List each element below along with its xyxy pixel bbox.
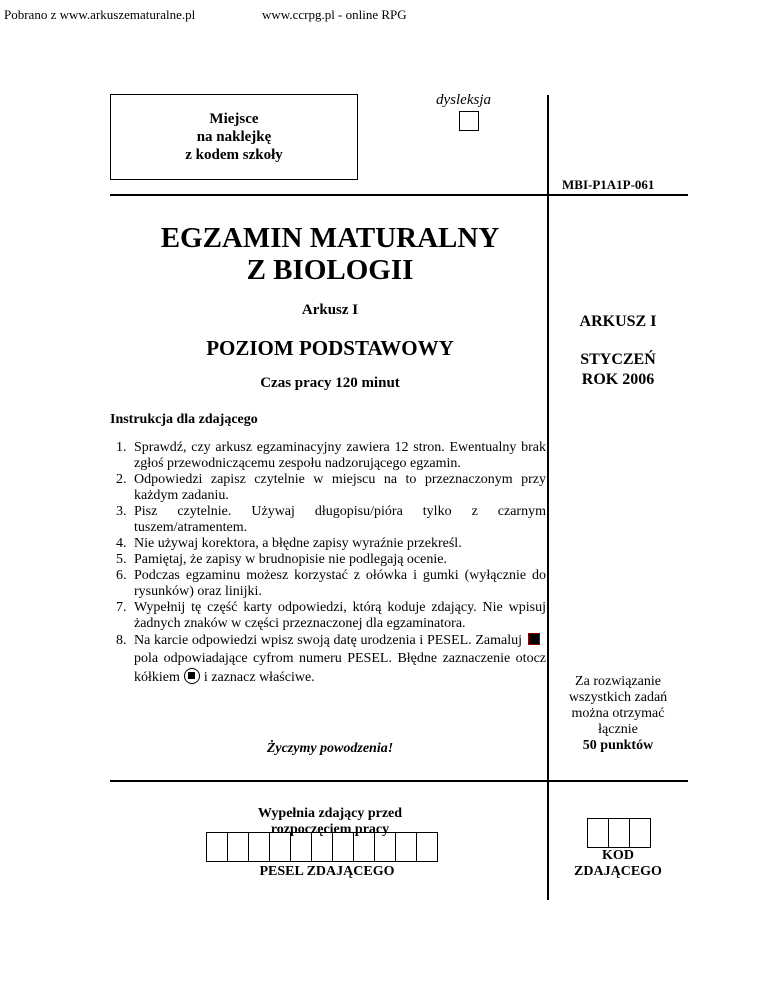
pesel-label: PESEL ZDAJĄCEGO bbox=[259, 864, 395, 879]
student-code-label: KOD ZDAJĄCEGO bbox=[574, 848, 662, 879]
source-watermark-right: www.ccrpg.pl - online RPG bbox=[262, 7, 407, 22]
instruction-item: 1. Sprawdź, czy arkusz egzaminacyjny zawiera 12 stron. Ewentualny brak zgłoś przewodniczącemu zespołu nadzorującego egzamin. bbox=[116, 440, 546, 471]
instructions-list bbox=[110, 440, 546, 687]
time-label: Czas pracy 120 minut bbox=[260, 375, 400, 391]
school-sticker-box bbox=[110, 94, 358, 180]
instruction-item: 8. Na karcie odpowiedzi wpisz swoją datę urodzenia i PESEL. Zamalujpola odpowiadające cyfrom numeru PESEL. Błędne zaznaczenie otocz kółkiem i zaznacz właściwe. bbox=[116, 633, 546, 685]
instruction-item: 4. Nie używaj korektora, a błędne zapisy wyraźnie przekreśl. bbox=[116, 536, 462, 551]
points-total: 50 punktów bbox=[582, 738, 654, 753]
pesel-digit-box[interactable] bbox=[311, 832, 333, 862]
bottom-rule bbox=[110, 780, 688, 782]
good-luck-text: Życzymy powodzenia! bbox=[266, 741, 394, 756]
pesel-input-boxes[interactable] bbox=[207, 832, 438, 862]
level-label: POZIOM PODSTAWOWY bbox=[206, 336, 454, 360]
exam-code: MBI-P1A1P-061 bbox=[562, 177, 655, 192]
instruction-item: 6. Podczas egzaminu możesz korzystać z ołówka i gumki (wyłącznie do rysunków) oraz linijki. bbox=[116, 568, 546, 599]
exam-title-line2: Z BIOLOGII bbox=[246, 254, 414, 286]
instructions-title: Instrukcja dla zdającego bbox=[110, 412, 258, 427]
top-rule bbox=[110, 194, 688, 196]
pesel-digit-box[interactable] bbox=[353, 832, 375, 862]
pesel-digit-box[interactable] bbox=[269, 832, 291, 862]
exam-title-line1: EGZAMIN MATURALNY bbox=[160, 222, 500, 254]
fill-instruction: Wypełnia zdający przed rozpoczęciem pracy bbox=[257, 806, 403, 837]
pesel-digit-box[interactable] bbox=[416, 832, 438, 862]
pesel-digit-box[interactable] bbox=[395, 832, 417, 862]
dyslexia-checkbox[interactable] bbox=[459, 111, 479, 131]
pesel-digit-box[interactable] bbox=[290, 832, 312, 862]
circled-square-icon bbox=[184, 668, 200, 684]
instruction-item: 5. Pamiętaj, że zapisy w brudnopisie nie podlegają ocenie. bbox=[116, 552, 447, 567]
code-digit-box[interactable] bbox=[629, 818, 651, 848]
pesel-digit-box[interactable] bbox=[248, 832, 270, 862]
pesel-digit-box[interactable] bbox=[374, 832, 396, 862]
exam-date: STYCZEŃ ROK 2006 bbox=[580, 351, 656, 388]
filled-square-icon bbox=[528, 633, 540, 645]
pesel-digit-box[interactable] bbox=[332, 832, 354, 862]
student-code-boxes[interactable] bbox=[588, 818, 651, 848]
instruction-item: 2. Odpowiedzi zapisz czytelnie w miejscu na to przeznaczonym przy każdym zadaniu. bbox=[116, 472, 546, 503]
sticker-label: Miejsce na naklejkę z kodem szkoły bbox=[185, 111, 283, 163]
code-digit-box[interactable] bbox=[608, 818, 630, 848]
dyslexia-label: dysleksja bbox=[436, 92, 491, 108]
sheet-label: Arkusz I bbox=[301, 302, 359, 318]
pesel-digit-box[interactable] bbox=[206, 832, 228, 862]
code-digit-box[interactable] bbox=[587, 818, 609, 848]
right-sheet-label: ARKUSZ I bbox=[579, 313, 657, 330]
source-watermark-left: Pobrano z www.arkuszematuralne.pl bbox=[4, 7, 196, 22]
instruction-item: 7. Wypełnij tę część karty odpowiedzi, którą koduje zdający. Nie wpisuj żadnych znaków w części przeznaczonej dla egzaminatora. bbox=[116, 600, 546, 631]
pesel-digit-box[interactable] bbox=[227, 832, 249, 862]
points-info: Za rozwiązanie wszystkich zadań można otrzymać łącznie bbox=[568, 674, 668, 737]
instruction-item: 3. Pisz czytelnie. Używaj długopisu/pióra tylko z czarnym tuszem/atramentem. bbox=[116, 504, 546, 535]
